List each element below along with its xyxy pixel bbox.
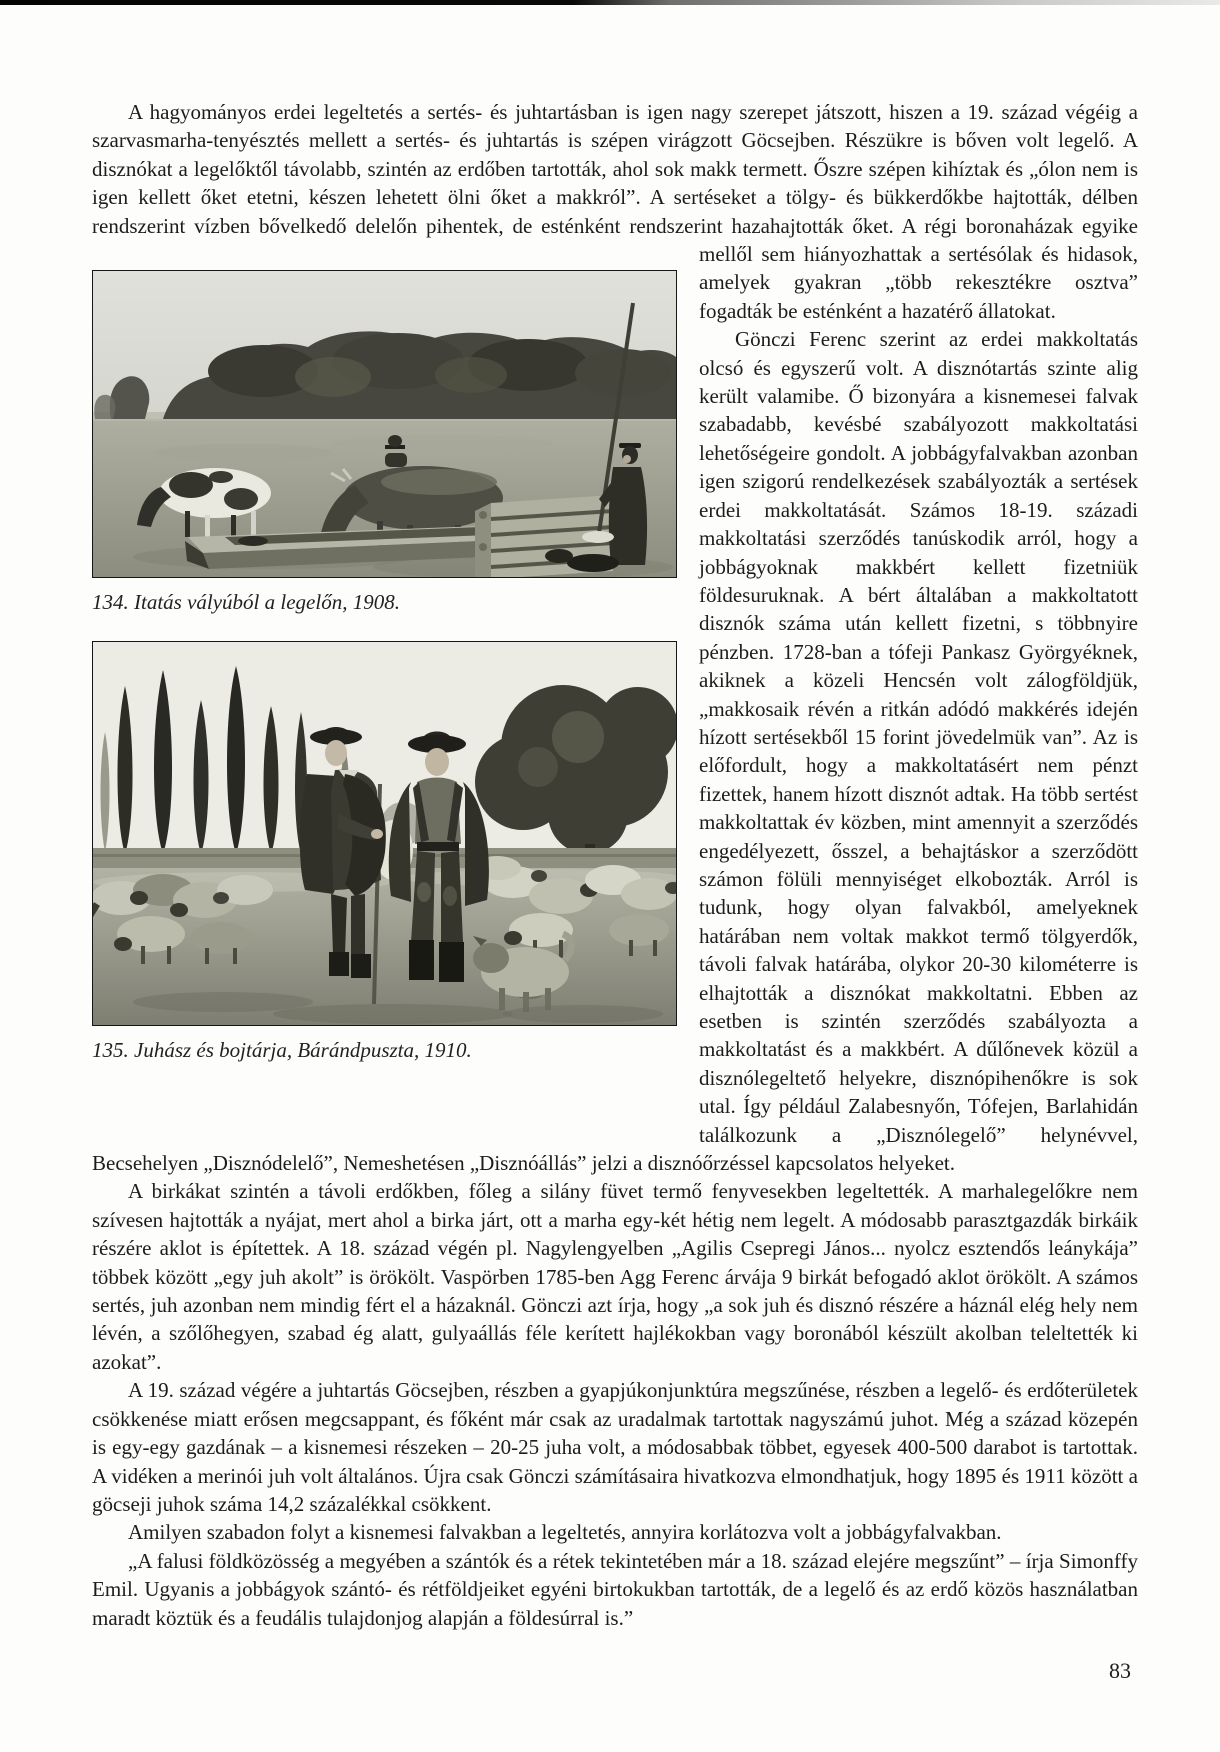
- body-text: [92, 98, 1138, 1632]
- page-number: 83: [1109, 1658, 1131, 1683]
- figure-135: [92, 641, 677, 1063]
- paragraph-6: „A falusi földközösség a megyében a szántók és a rétek tekintetében már a 18. század elejére megszűnt” – írja Simonffy Emil. Ugyanis a jobbágyok szántó- és rétföldjeiket egyéni birtokukban tartották, de a legelő és az erdő közös használatban maradt köztük és a feudális tulajdonjog alapján a földesúrral is.”: [92, 1548, 1138, 1630]
- paragraph-1-text-b: hazahajtották őket. A régi boronaházak egyike mellől sem hiányozhattak a sertésólak és hidasok, amelyek gyakran „több rekesztékre osztva” fogadták be esténként a hazatérő állatokat.: [699, 213, 1138, 323]
- paragraph-1-text-a: A hagyományos erdei legeltetés a sertés- és juhtartásban is igen nagy szerepet játszott, hiszen a 19. század végéig a szarvasmarha-tenyésztés mellett a sertés- és juhtartás is szépen virágzott Göcsejben. Részükre is bőven volt legelő. A disznókat a legelőktől távolabb, szintén az erdőben tartották, ahol sok makk termett. Őszre szépen kihíztak és „ólon nem is igen kellett őket etetni, készen lehetett ölni őket a makkról”. A sertéseket a tölgy- és bükkerdőkbe hajtották, délben rendszerint vízben bővelkedő delelőn pihentek, de esténként rendszerint: [92, 100, 1138, 238]
- figure-134-caption: 134. Itatás vályúból a legelőn, 1908.: [92, 590, 400, 615]
- figure-134: [92, 270, 677, 615]
- photo-135: [92, 641, 677, 1026]
- photo-134: [92, 270, 677, 578]
- scan-edge-artifact: [0, 0, 1220, 5]
- paragraph-5: Amilyen szabadon folyt a kisnemesi falvakban a legeltetés, annyira korlátozva volt a jobbágyfalvakban.: [128, 1520, 1002, 1545]
- paragraph-3: A birkákat szintén a távoli erdőkben, főleg a silány füvet termő fenyvesekben legeltették. A marhalegelőkre nem szívesen hajtották a nyájat, mert ahol a birka járt, ott a marha egy-két hétig nem legelt. A módosabb parasztgazdák birkáik részére aklot is építettek. A 18. század végén pl. Nagylengyelben „Agilis Csepregi János... nyolcz esztendős leánykája” többek között „egy juh akolt” is örökölt. Vaspörben 1785-ben Agg Ferenc árvája 9 birkát befogadó aklot örökölt. A számos sertés, juh azonban nem mindig fért el a házaknál. Gönczi azt írja, hogy „a sok juh és disznó részére a háznál elég hely nem lévén, a szőlőhegyen, szabad ég alatt, gulyaállás féle kerített hajlékokban vagy boronából készült akolban teleltették ki azokat”.: [92, 1179, 1138, 1374]
- paragraph-4: A 19. század végére a juhtartás Göcsejben, részben a gyapjúkonjunktúra megszűnése, részben a legelő- és erdőterületek csökkenése miatt erősen megcsappant, és főként már csak az uradalmak tartottak nagyszámú juhot. Még a század közepén is egy-egy gazdának – a kisnemesi részeken – 20-25 juha volt, a módosabbak többet, egyesek 400-500 darabot is tartottak. A vidéken a merinói juh volt általános. Újra csak Gönczi számításaira hivatkozva elmondhatjuk, hogy 1895 és 1911 között a göcseji juhok száma 14,2 százalékkal csökkent.: [92, 1378, 1138, 1516]
- pasture-watering-photo: [93, 271, 676, 577]
- paragraph-2: Gönczi Ferenc szerint az erdei makkoltatás olcsó és egyszerű volt. A disznótartás szinte alig került valamibe. Ő bizonyára a kisnemesei falvak szabadabb, kevésbé szabályozott makkoltatási lehetőségeire gondolt. A jobbágyfalvakban azonban igen szigorú rendelkezések szabályozták a sertések erdei makkoltatását. Számos 18-19. századi makkoltatási szerződés tanúskodik arról, hogy a jobbágyoknak makkbért kellett fizetniük földesuruknak. A bért általában a makkoltatott disznók száma után kellett fizetni, s többnyire pénzben. 1728-ban a tófeji Pankasz Györgyéknek, akiknek a közeli Hencsén volt zálogföldjük, „makkosaik révén a ritkán adódó makkérés idején hízott sertésekből 15 forint jövedelmük van”. Az is előfordult, hogy a makkoltatásért nem pénzt fizettek, hanem hízott disznót adtak. Ha több sertést makkoltattak év közben, mint amennyit a szerződés engedélyezett, ősszel, a behajtáskor a szerződött számon fölüli mennyiséget elkobozták. Arról is tudunk, hogy olyan falvakból, amelyeknek határában nem voltak makkot termő tölgyerdők, távoli falvak határába, olykor 20-30 kilométerre is elhajtották a disznókat makkoltatni. Ebben az esetben is szintén szerződés szabályozta a makkoltatást és a makkbért. A dűlőnevek közül a disznólegeltető helyekre, disznópihenőkre is sok utal. Így például Zalabesnyőn, Tófejen, Barlahidán találkozunk a „Disznólegelő” helynévvel, Becsehelyen „Disznódelelő”, Nemeshetésen „Disznóállás” jelzi a disznóőrzéssel kapcsolatos helyeket.: [92, 327, 1138, 1176]
- shepherd-flock-photo: [93, 642, 676, 1025]
- figure-135-caption: 135. Juhász és bojtárja, Bárándpuszta, 1910.: [92, 1038, 472, 1063]
